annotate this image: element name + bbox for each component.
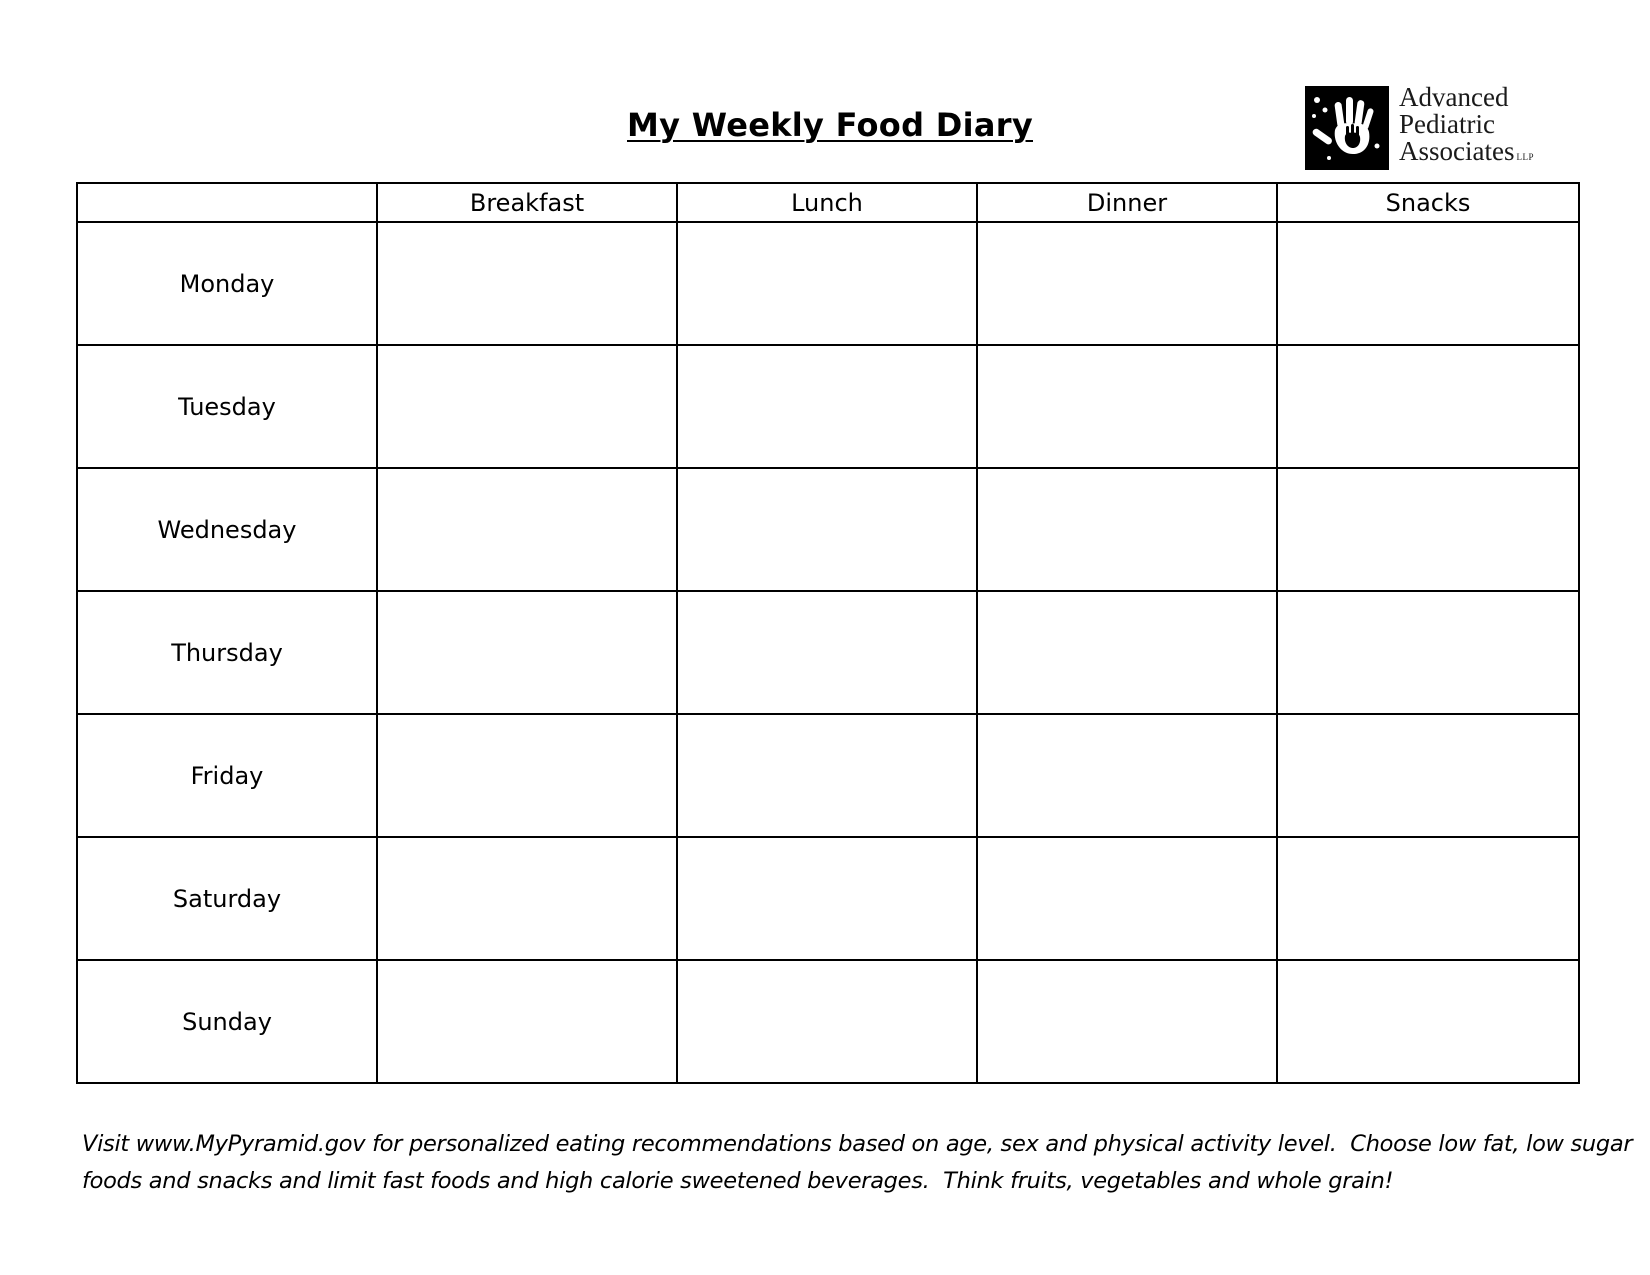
entry-cell[interactable] [977,591,1277,714]
logo-line-advanced: Advanced [1399,82,1509,112]
entry-cell[interactable] [1277,837,1579,960]
entry-cell[interactable] [1277,714,1579,837]
header-row [77,183,1579,222]
entry-cell[interactable] [677,837,977,960]
entry-cell[interactable] [377,714,677,837]
entry-cell[interactable] [1277,468,1579,591]
food-diary-table [76,182,1580,1084]
entry-cell[interactable] [677,960,977,1083]
table-row [77,837,1579,960]
entry-cell[interactable] [977,345,1277,468]
table-row [77,591,1579,714]
day-label-monday: Monday [77,222,377,345]
day-label-saturday: Saturday [77,837,377,960]
entry-cell[interactable] [677,222,977,345]
entry-cell[interactable] [1277,345,1579,468]
entry-cell[interactable] [377,345,677,468]
entry-cell[interactable] [1277,222,1579,345]
table-row [77,222,1579,345]
entry-cell[interactable] [377,960,677,1083]
logo [1305,82,1565,170]
entry-cell[interactable] [1277,960,1579,1083]
footer-line-1: Visit www.MyPyramid.gov for personalized eating recommendations based on age, sex and physical activity level. Choose low fat, low sugar [82,1131,1633,1157]
logo-line-associates [1399,138,1534,171]
entry-cell[interactable] [677,468,977,591]
entry-cell[interactable] [677,714,977,837]
column-header-snacks: Snacks [1277,183,1579,222]
entry-cell[interactable] [1277,591,1579,714]
footer-note [82,1126,1633,1200]
day-label-tuesday: Tuesday [77,345,377,468]
logo-line-pediatric: Pediatric [1399,109,1495,139]
page-title: My Weekly Food Diary [627,106,1033,144]
entry-cell[interactable] [377,468,677,591]
day-label-wednesday: Wednesday [77,468,377,591]
table-row [77,468,1579,591]
table-row [77,960,1579,1083]
logo-llp: LLP [1516,152,1534,162]
logo-line-associates-text: Associates [1399,136,1515,166]
table-row [77,714,1579,837]
entry-cell[interactable] [377,222,677,345]
table-row [77,345,1579,468]
entry-cell[interactable] [677,345,977,468]
entry-cell[interactable] [977,222,1277,345]
entry-cell[interactable] [377,837,677,960]
column-header-dinner: Dinner [977,183,1277,222]
entry-cell[interactable] [977,468,1277,591]
entry-cell[interactable] [977,714,1277,837]
column-header-lunch: Lunch [677,183,977,222]
corner-cell [77,183,377,222]
day-label-friday: Friday [77,714,377,837]
day-label-thursday: Thursday [77,591,377,714]
column-header-breakfast: Breakfast [377,183,677,222]
entry-cell[interactable] [977,960,1277,1083]
footer-line-2: foods and snacks and limit fast foods and high calorie sweetened beverages. Think fruits, vegetables and whole grain! [82,1168,1394,1194]
entry-cell[interactable] [377,591,677,714]
handprint-icon [1305,86,1389,170]
entry-cell[interactable] [677,591,977,714]
logo-wordmark [1399,84,1534,171]
entry-cell[interactable] [977,837,1277,960]
day-label-sunday: Sunday [77,960,377,1083]
